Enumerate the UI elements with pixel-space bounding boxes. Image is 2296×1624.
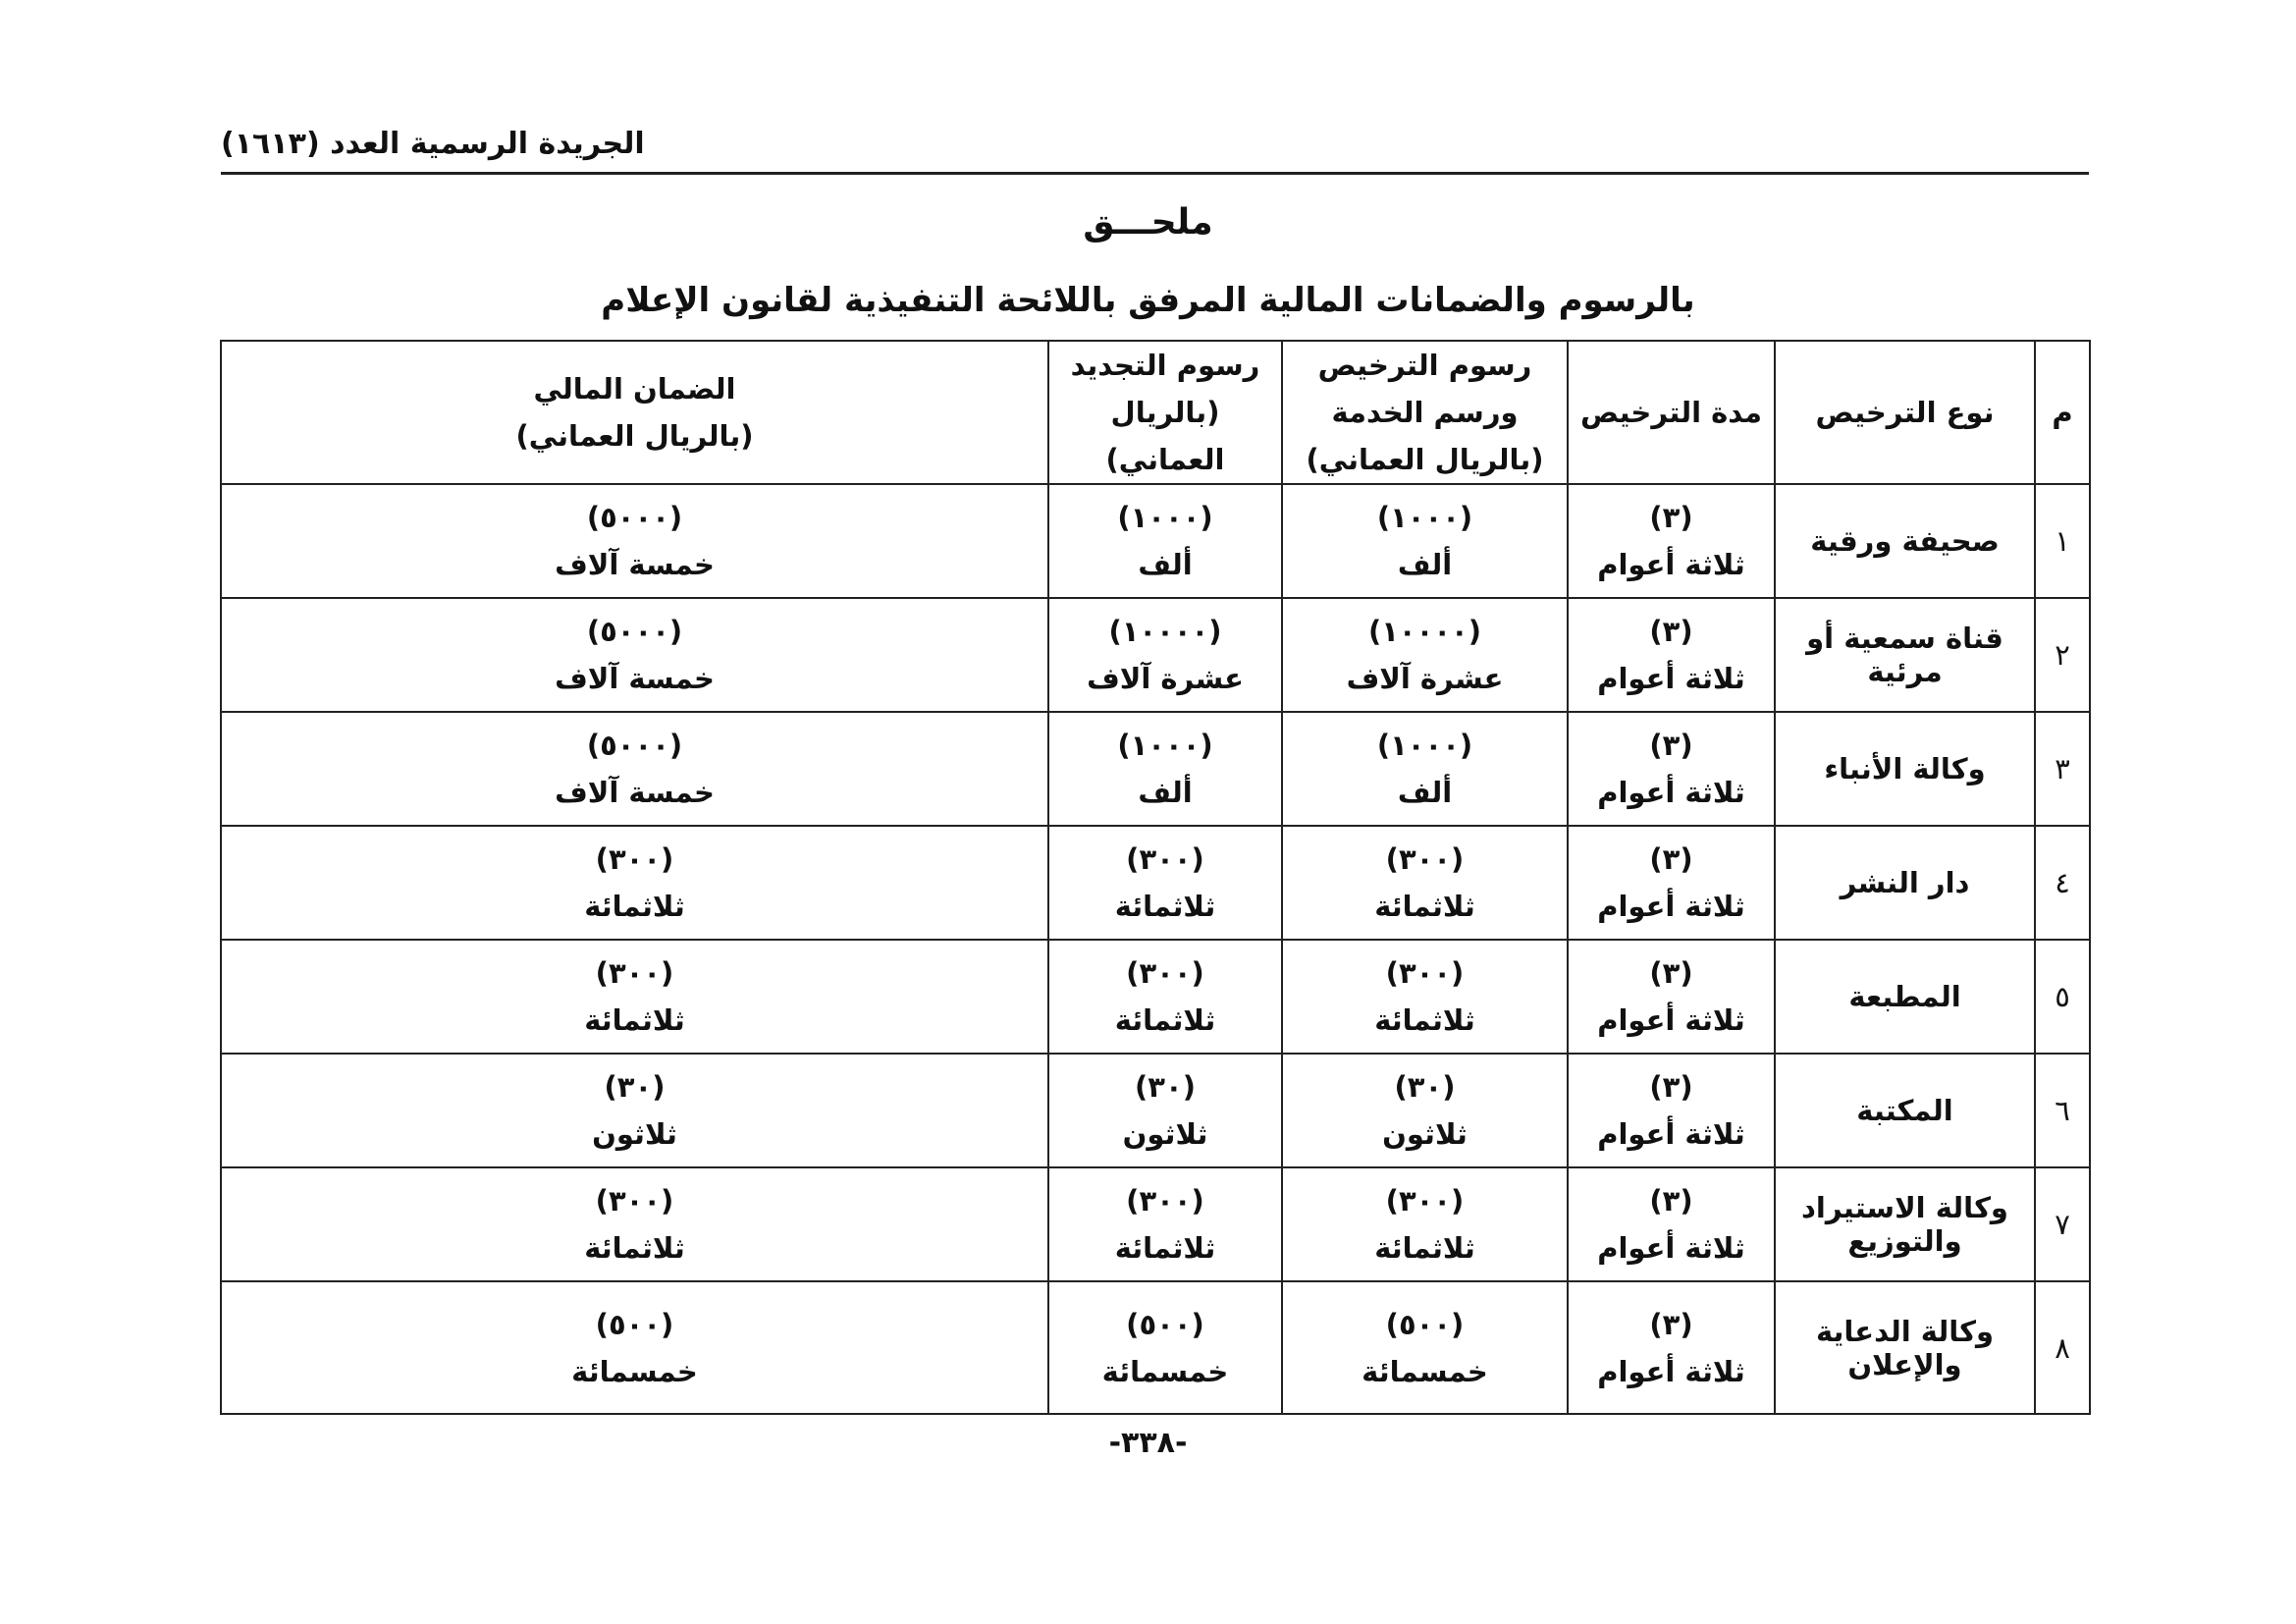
renewal-fee-number: (١٠٠٠) bbox=[1117, 729, 1213, 762]
gazette-issue-label: الجريدة الرسمية العدد (١٦١٣) bbox=[221, 127, 645, 161]
duration-words: ثلاثة أعوام bbox=[1597, 890, 1745, 923]
table-row bbox=[221, 940, 2090, 1054]
license-fee-number: (٥٠٠) bbox=[1385, 1307, 1465, 1341]
row-index: ٧ bbox=[2035, 1167, 2090, 1281]
license-fee-words: خمسمائة bbox=[1362, 1354, 1488, 1388]
renewal-fee-number: (١٠٠٠٠) bbox=[1108, 615, 1222, 648]
license-fee-number: (٣٠٠) bbox=[1385, 956, 1465, 990]
renewal-fee-cell bbox=[1048, 484, 1282, 598]
duration-number: (٣) bbox=[1649, 501, 1693, 534]
guarantee-words: خمسمائة bbox=[571, 1354, 698, 1388]
license-fee-words: ثلاثمائة bbox=[1374, 1003, 1475, 1037]
license-type: المطبعة bbox=[1775, 940, 2035, 1054]
duration-cell bbox=[1568, 1167, 1775, 1281]
license-fee-words: ثلاثمائة bbox=[1374, 890, 1475, 923]
table-row bbox=[221, 826, 2090, 940]
license-fee-cell bbox=[1282, 1281, 1568, 1414]
guarantee-cell bbox=[221, 1281, 1048, 1414]
license-type: قناة سمعية أو مرئية bbox=[1775, 598, 2035, 712]
renewal-fee-number: (٣٠٠) bbox=[1126, 956, 1204, 990]
duration-words: ثلاثة أعوام bbox=[1597, 1231, 1745, 1265]
license-fee-cell bbox=[1282, 940, 1568, 1054]
table-row bbox=[221, 712, 2090, 826]
license-type: المكتبة bbox=[1775, 1054, 2035, 1167]
duration-number: (٣) bbox=[1649, 729, 1693, 762]
guarantee-words: ثلاثون bbox=[592, 1117, 677, 1151]
duration-cell bbox=[1568, 598, 1775, 712]
renewal-fee-words: ثلاثون bbox=[1122, 1117, 1208, 1151]
table-row bbox=[221, 598, 2090, 712]
license-fee-words: ثلاثون bbox=[1382, 1117, 1468, 1151]
page-title: ملحـــق bbox=[1083, 202, 1213, 243]
duration-cell bbox=[1568, 712, 1775, 826]
guarantee-cell bbox=[221, 1167, 1048, 1281]
guarantee-words: خمسة آلاف bbox=[555, 548, 715, 581]
guarantee-cell bbox=[221, 1054, 1048, 1167]
table-row bbox=[221, 1281, 2090, 1414]
duration-cell bbox=[1568, 1281, 1775, 1414]
duration-number: (٣) bbox=[1649, 1307, 1693, 1341]
duration-cell bbox=[1568, 826, 1775, 940]
column-header-duration: مدة الترخيص bbox=[1568, 341, 1775, 484]
guarantee-cell bbox=[221, 826, 1048, 940]
guarantee-number: (٥٠٠٠) bbox=[586, 615, 683, 648]
duration-words: ثلاثة أعوام bbox=[1597, 662, 1745, 695]
renewal-fee-words: عشرة آلاف bbox=[1087, 662, 1244, 695]
license-type: دار النشر bbox=[1775, 826, 2035, 940]
duration-number: (٣) bbox=[1649, 842, 1693, 876]
guarantee-cell bbox=[221, 484, 1048, 598]
guarantee-number: (٣٠) bbox=[604, 1070, 666, 1104]
renewal-fee-cell bbox=[1048, 826, 1282, 940]
renewal-fee-cell bbox=[1048, 598, 1282, 712]
column-header-guarantee: الضمان المالي (بالريال العماني) bbox=[221, 341, 1048, 484]
duration-number: (٣) bbox=[1649, 1070, 1693, 1104]
license-fee-number: (٣٠) bbox=[1394, 1070, 1456, 1104]
license-fee-cell bbox=[1282, 484, 1568, 598]
guarantee-cell bbox=[221, 712, 1048, 826]
row-index: ٦ bbox=[2035, 1054, 2090, 1167]
column-header-renewal-fee: رسوم التجديد (بالريال العماني) bbox=[1048, 341, 1282, 484]
table-row bbox=[221, 1054, 2090, 1167]
license-fee-cell bbox=[1282, 598, 1568, 712]
renewal-fee-cell bbox=[1048, 1281, 1282, 1414]
duration-cell bbox=[1568, 484, 1775, 598]
row-index: ٨ bbox=[2035, 1281, 2090, 1414]
row-index: ٥ bbox=[2035, 940, 2090, 1054]
duration-number: (٣) bbox=[1649, 956, 1693, 990]
renewal-fee-number: (٣٠) bbox=[1135, 1070, 1196, 1104]
license-fee-words: ألف bbox=[1397, 548, 1453, 581]
guarantee-number: (٥٠٠٠) bbox=[586, 501, 683, 534]
page-subtitle: بالرسوم والضمانات المالية المرفق باللائحة التنفيذية لقانون الإعلام bbox=[601, 281, 1695, 320]
column-header-license-type: نوع الترخيص bbox=[1775, 341, 2035, 484]
renewal-fee-words: خمسمائة bbox=[1101, 1354, 1229, 1388]
fees-table bbox=[220, 340, 2091, 1415]
license-type: وكالة الأنباء bbox=[1775, 712, 2035, 826]
duration-words: ثلاثة أعوام bbox=[1597, 1354, 1745, 1388]
license-fee-number: (١٠٠٠٠) bbox=[1367, 615, 1482, 648]
gazette-header bbox=[221, 123, 2089, 175]
license-type: صحيفة ورقية bbox=[1775, 484, 2035, 598]
license-fee-words: ثلاثمائة bbox=[1374, 1231, 1475, 1265]
duration-cell bbox=[1568, 940, 1775, 1054]
guarantee-number: (٥٠٠٠) bbox=[586, 729, 683, 762]
license-fee-number: (٣٠٠) bbox=[1385, 842, 1465, 876]
duration-number: (٣) bbox=[1649, 1184, 1693, 1218]
license-fee-cell bbox=[1282, 1167, 1568, 1281]
duration-number: (٣) bbox=[1649, 615, 1693, 648]
license-fee-words: عشرة آلاف bbox=[1346, 662, 1504, 695]
guarantee-number: (٣٠٠) bbox=[595, 842, 674, 876]
guarantee-words: ثلاثمائة bbox=[584, 890, 685, 923]
page-number: -٣٣٨- bbox=[1108, 1426, 1188, 1460]
license-type: وكالة الاستيراد والتوزيع bbox=[1775, 1167, 2035, 1281]
row-index: ٤ bbox=[2035, 826, 2090, 940]
renewal-fee-number: (٣٠٠) bbox=[1126, 842, 1204, 876]
license-fee-number: (٣٠٠) bbox=[1385, 1184, 1465, 1218]
renewal-fee-cell bbox=[1048, 712, 1282, 826]
row-index: ١ bbox=[2035, 484, 2090, 598]
guarantee-words: ثلاثمائة bbox=[584, 1231, 685, 1265]
duration-words: ثلاثة أعوام bbox=[1597, 776, 1745, 809]
duration-words: ثلاثة أعوام bbox=[1597, 548, 1745, 581]
license-fee-cell bbox=[1282, 712, 1568, 826]
renewal-fee-number: (١٠٠٠) bbox=[1117, 501, 1213, 534]
license-type: وكالة الدعاية والإعلان bbox=[1775, 1281, 2035, 1414]
guarantee-words: ثلاثمائة bbox=[584, 1003, 685, 1037]
license-fee-words: ألف bbox=[1397, 776, 1453, 809]
row-index: ٣ bbox=[2035, 712, 2090, 826]
renewal-fee-words: ثلاثمائة bbox=[1114, 890, 1216, 923]
table-row bbox=[221, 1167, 2090, 1281]
license-fee-cell bbox=[1282, 1054, 1568, 1167]
license-fee-number: (١٠٠٠) bbox=[1376, 729, 1473, 762]
renewal-fee-number: (٥٠٠) bbox=[1126, 1307, 1204, 1341]
duration-cell bbox=[1568, 1054, 1775, 1167]
duration-words: ثلاثة أعوام bbox=[1597, 1003, 1745, 1037]
renewal-fee-cell bbox=[1048, 940, 1282, 1054]
renewal-fee-words: ألف bbox=[1138, 548, 1193, 581]
guarantee-cell bbox=[221, 940, 1048, 1054]
license-fee-cell bbox=[1282, 826, 1568, 940]
renewal-fee-cell bbox=[1048, 1167, 1282, 1281]
column-header-index: م bbox=[2035, 341, 2090, 484]
renewal-fee-words: ثلاثمائة bbox=[1114, 1231, 1216, 1265]
guarantee-words: خمسة آلاف bbox=[555, 776, 715, 809]
guarantee-number: (٥٠٠) bbox=[595, 1307, 674, 1341]
license-fee-number: (١٠٠٠) bbox=[1376, 501, 1473, 534]
table-header-row bbox=[221, 341, 2090, 484]
row-index: ٢ bbox=[2035, 598, 2090, 712]
duration-words: ثلاثة أعوام bbox=[1597, 1117, 1745, 1151]
guarantee-words: خمسة آلاف bbox=[555, 662, 715, 695]
guarantee-number: (٣٠٠) bbox=[595, 1184, 674, 1218]
renewal-fee-words: ألف bbox=[1138, 776, 1193, 809]
column-header-license-fee: رسوم الترخيص ورسم الخدمة (بالريال العماني) bbox=[1282, 341, 1568, 484]
renewal-fee-words: ثلاثمائة bbox=[1114, 1003, 1216, 1037]
renewal-fee-number: (٣٠٠) bbox=[1126, 1184, 1204, 1218]
guarantee-cell bbox=[221, 598, 1048, 712]
renewal-fee-cell bbox=[1048, 1054, 1282, 1167]
table-row bbox=[221, 484, 2090, 598]
guarantee-number: (٣٠٠) bbox=[595, 956, 674, 990]
